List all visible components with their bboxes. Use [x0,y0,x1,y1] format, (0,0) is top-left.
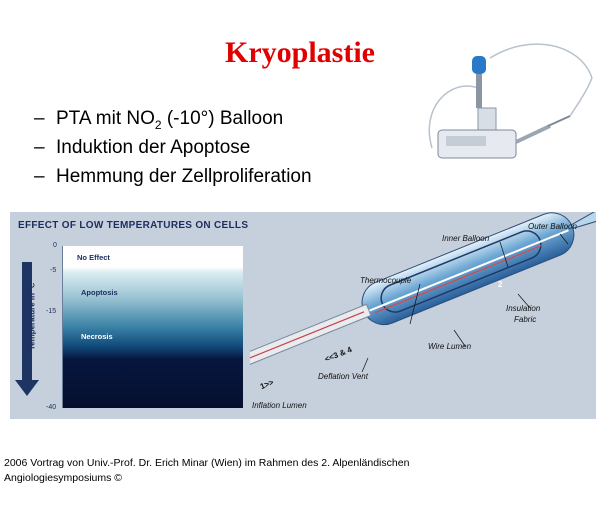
bullet-dash: – [34,108,45,129]
slide-title: Kryoplastie [225,36,375,69]
bullet-text: Induktion der Apoptose [56,137,251,158]
temperature-gradient [62,246,243,408]
label-deflation-vent: Deflation Vent [318,372,368,381]
label-insulation: Insulation [506,304,541,313]
marker-2: 2 [498,280,503,289]
bullet-item [34,104,312,133]
source-caption [4,456,409,486]
marker-3-4: <<3 & 4 [323,344,354,365]
bullet-item [34,133,312,162]
bullet-dash: – [34,166,45,187]
tick-label: 0 [53,242,57,249]
label-inner-balloon: Inner Balloon [442,234,490,243]
marker-1: 1>> [258,377,275,392]
zone-no-effect: No Effect [77,253,110,262]
tick-label: -15 [46,308,57,315]
temperature-arrow-icon [15,380,39,396]
bullet-text-post: (-10°) Balloon [161,108,284,129]
label-outer-balloon: Outer Balloon [528,222,577,231]
caption-line-2: Angiologiesymposiums © [4,472,123,484]
bullet-subscript: 2 [154,117,162,132]
catheter-diagram [250,212,596,419]
tick-label: -40 [46,404,57,411]
bullet-list [34,104,312,191]
axis-title [28,267,37,367]
zone-apoptosis: Apoptosis [81,288,118,297]
tick-label: -5 [50,267,57,274]
label-inflation-lumen: Inflation Lumen [252,401,307,410]
bullet-item [34,162,312,191]
bullet-dash: – [34,137,45,158]
bullet-text-pre: PTA mit NO [56,108,155,129]
axis-title-text: Temperature in [27,292,37,351]
zone-necrosis: Necrosis [81,332,113,341]
label-thermocouple: Thermocouple [360,276,412,285]
label-fabric: Fabric [514,315,537,324]
axis-unit: °C [29,282,37,291]
figure-panel [10,212,596,419]
caption-line-1: 2006 Vortrag von Univ.-Prof. Dr. Erich Minar (Wien) im Rahmen des 2. Alpenländischen [4,457,410,469]
bullet-text: Hemmung der Zellproliferation [56,166,312,187]
cryoplasty-device-image [420,38,595,178]
figure-title: EFFECT OF LOW TEMPERATURES ON CELLS [18,220,249,231]
label-wire-lumen: Wire Lumen [428,342,472,351]
